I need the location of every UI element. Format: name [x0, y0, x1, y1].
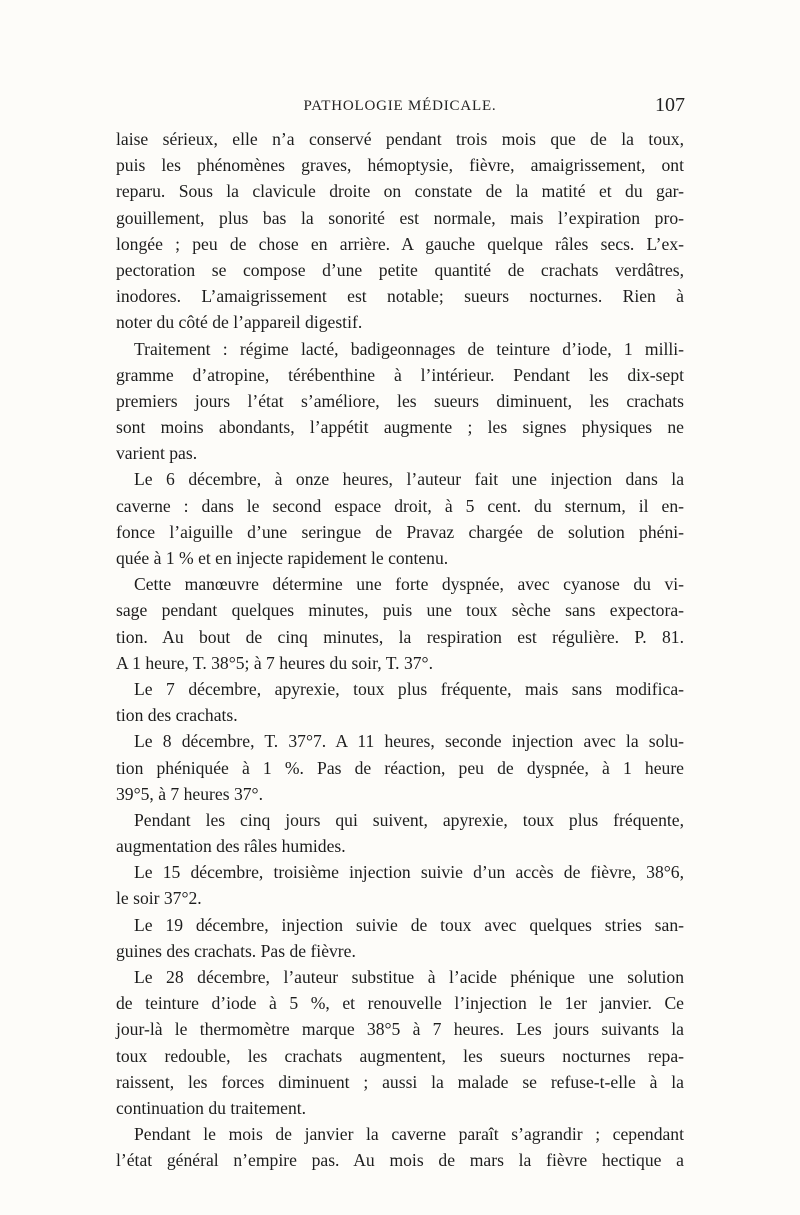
text-line: noter du côté de l’appareil digestif. — [116, 312, 363, 333]
text-line: gramme d’atropine, térébenthine à l’intérieur. Pendant les dix-sept — [116, 364, 684, 385]
text-line: de teinture d’iode à 5 %, et renouvelle l’injection le 1er janvier. Ce — [116, 993, 684, 1014]
text-line: caverne : dans le second espace droit, à 5 cent. du sternum, il en- — [116, 495, 684, 516]
text-line: Le 6 décembre, à onze heures, l’auteur fait une injection dans la — [134, 469, 684, 490]
text-line: toux redouble, les crachats augmentent, les sueurs nocturnes repa- — [116, 1045, 684, 1066]
text-line: raissent, les forces diminuent ; aussi la malade se refuse-t-elle à la — [116, 1071, 684, 1092]
text-line: jour-là le thermomètre marque 38°5 à 7 heures. Les jours suivants la — [116, 1019, 684, 1040]
text-line: l’état général n’empire pas. Au mois de mars la fièvre hectique a — [116, 1150, 684, 1171]
text-line: Le 8 décembre, T. 37°7. A 11 heures, seconde injection avec la solu- — [134, 731, 684, 752]
text-line: sage pendant quelques minutes, puis une toux sèche sans expectora- — [116, 600, 684, 621]
text-line: Pendant le mois de janvier la caverne paraît s’agrandir ; cependant — [134, 1124, 684, 1145]
text-line: le soir 37°2. — [116, 888, 202, 909]
text-line: 39°5, à 7 heures 37°. — [116, 783, 263, 804]
text-line: gouillement, plus bas la sonorité est normale, mais l’expiration pro- — [116, 207, 684, 228]
text-line: premiers jours l’état s’améliore, les sueurs diminuent, les crachats — [116, 390, 684, 411]
text-line: Traitement : régime lacté, badigeonnages de teinture d’iode, 1 milli- — [134, 338, 684, 359]
text-line: Pendant les cinq jours qui suivent, apyrexie, toux plus fréquente, — [134, 809, 684, 830]
text-line: augmentation des râles humides. — [116, 836, 346, 857]
page-number: 107 — [655, 94, 685, 116]
text-line: laise sérieux, elle n’a conservé pendant trois mois que de la toux, — [116, 129, 684, 149]
page-header — [115, 94, 685, 118]
text-line: guines des crachats. Pas de fièvre. — [116, 940, 356, 961]
running-title: PATHOLOGIE MÉDICALE. — [303, 98, 497, 114]
text-line: reparu. Sous la clavicule droite on constate de la matité et du gar- — [116, 181, 684, 202]
text-line: tion des crachats. — [116, 705, 238, 726]
text-line: sont moins abondants, l’appétit augmente ; les signes physiques ne — [116, 417, 684, 438]
text-line: tion. Au bout de cinq minutes, la respiration est régulière. P. 81. — [116, 626, 684, 647]
text-line: Le 15 décembre, troisième injection suivie d’un accès de fièvre, 38°6, — [134, 862, 684, 883]
text-line: longée ; peu de chose en arrière. A gauche quelque râles secs. L’ex- — [116, 233, 684, 254]
text-line: Cette manœuvre détermine une forte dyspnée, avec cyanose du vi- — [134, 574, 684, 595]
text-line: pectoration se compose d’une petite quantité de crachats verdâtres, — [116, 259, 684, 280]
text-line: A 1 heure, T. 38°5; à 7 heures du soir, T. 37°. — [116, 652, 433, 673]
body-text — [116, 126, 684, 1174]
text-line: Le 19 décembre, injection suivie de toux avec quelques stries san- — [134, 914, 684, 935]
text-line: tion phéniquée à 1 %. Pas de réaction, peu de dyspnée, à 1 heure — [116, 757, 684, 778]
text-line: quée à 1 % et en injecte rapidement le contenu. — [116, 548, 449, 568]
text-line: continuation du traitement. — [116, 1097, 307, 1118]
text-line: puis les phénomènes graves, hémoptysie, fièvre, amaigrissement, ont — [116, 155, 684, 176]
text-line: inodores. L’amaigrissement est notable; sueurs nocturnes. Rien à — [116, 286, 684, 307]
text-line: Le 28 décembre, l’auteur substitue à l’acide phénique une solution — [134, 967, 684, 987]
text-line: Le 7 décembre, apyrexie, toux plus fréquente, mais sans modifica- — [134, 678, 684, 699]
text-line: varient pas. — [116, 443, 198, 464]
text-line: fonce l’aiguille d’une seringue de Pravaz chargée de solution phéni- — [116, 521, 684, 542]
